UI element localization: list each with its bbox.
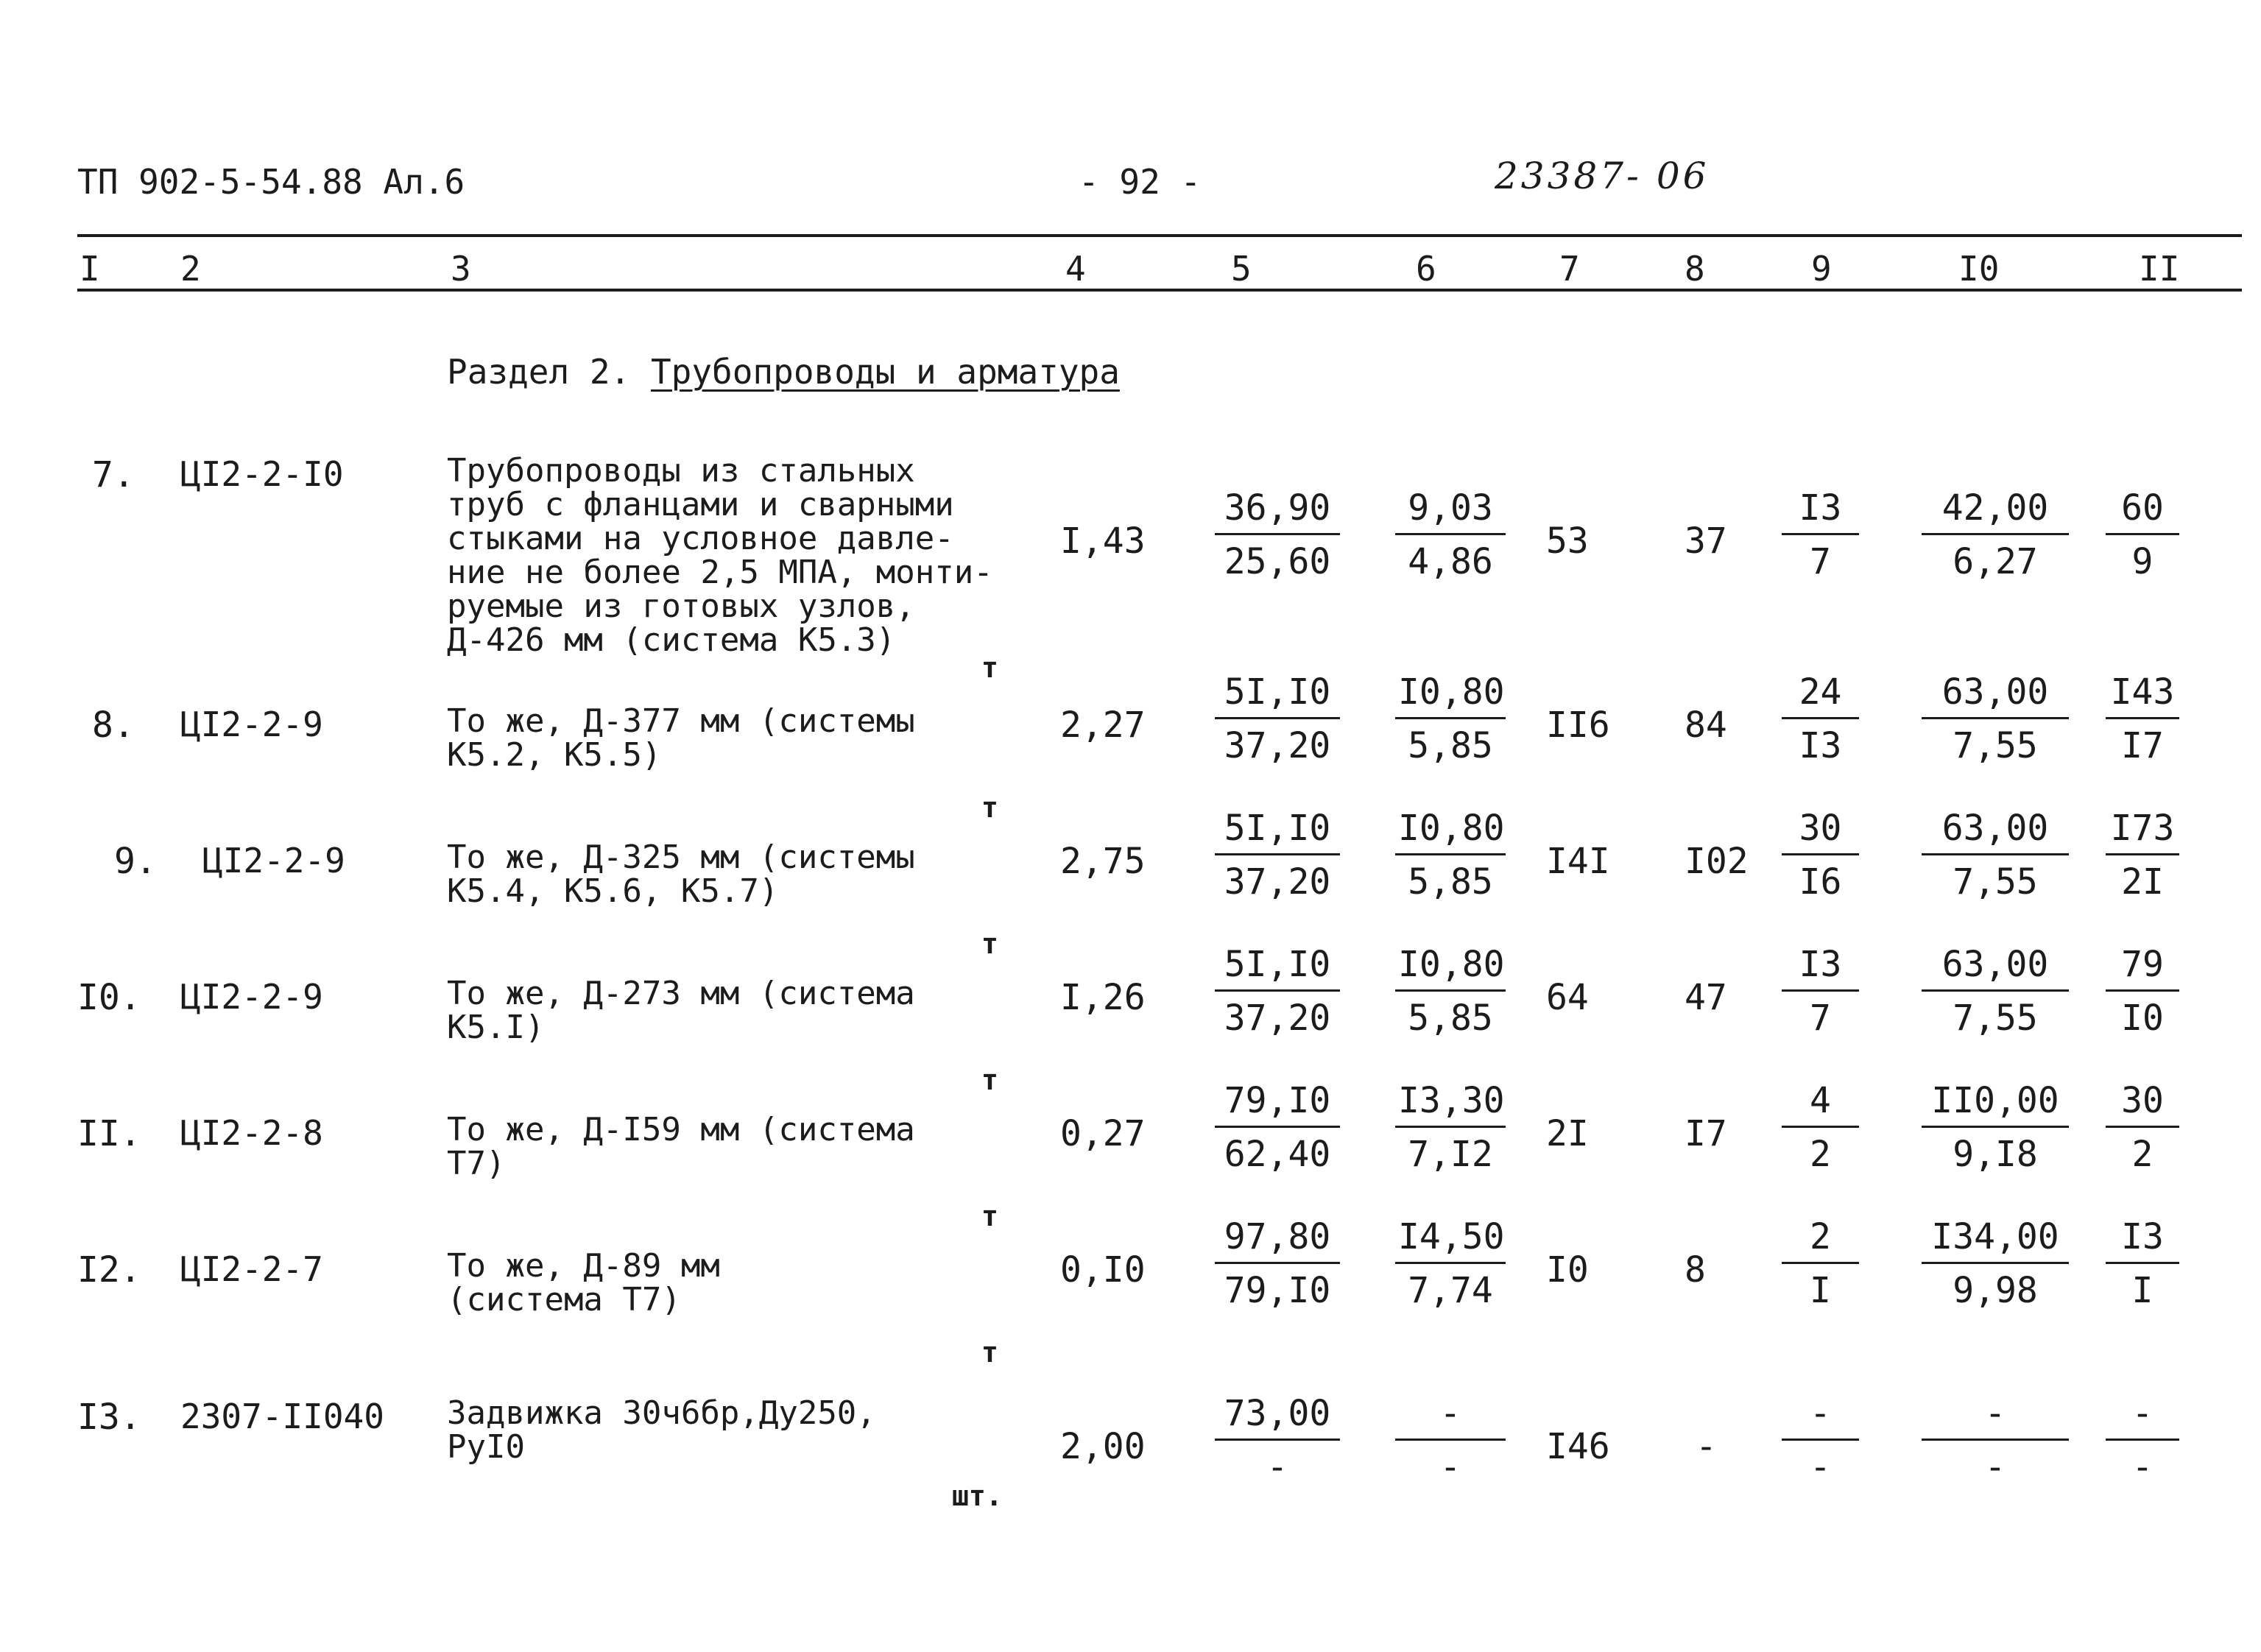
fraction-denominator: - [1439,1447,1461,1488]
column-7-value: II6 [1546,705,1610,746]
fraction-numerator: I0,80 [1395,806,1506,855]
description-line: РуI0 [447,1428,525,1466]
fraction-denominator: 7 [1810,541,1831,582]
fraction-numerator: 97,80 [1215,1215,1340,1264]
rate-code: ЦI2-2-8 [180,1113,323,1153]
description-line: ние не более 2,5 МПА, монти- [447,554,993,591]
column-number-1: I [80,249,100,289]
description-line: руемые из готовых узлов, [447,587,915,625]
fraction-numerator: 9,03 [1395,486,1506,535]
fraction-denominator: 2 [2131,1134,2154,1175]
rate-code: ЦI2-2-I0 [180,454,344,494]
quantity: 2,00 [1060,1426,1146,1467]
description-line: труб с фланцами и сварными [447,486,954,523]
fraction-denominator: 2 [1810,1134,1831,1175]
rate-code: ЦI2-2-9 [180,977,323,1017]
unit-of-measure: т [981,652,998,684]
fraction-denominator: 2I [2121,861,2164,903]
rate-code: ЦI2-2-7 [180,1249,323,1289]
header-bottom-rule [77,289,2242,292]
fraction-numerator: 79,I0 [1215,1079,1340,1128]
header-top-rule [77,234,2242,237]
description-line: То же, Д-377 мм (системы [447,702,915,740]
column-7-value: 53 [1546,520,1589,562]
fraction-denominator: I6 [1799,861,1842,903]
work-description [447,1249,720,1317]
column-number-7: 7 [1559,249,1580,289]
work-description [447,1113,915,1181]
fraction-denominator: I7 [2121,725,2164,766]
fraction-c5 [1215,1215,1340,1313]
column-7-value: 64 [1546,977,1589,1018]
fraction-numerator: I0,80 [1395,942,1506,992]
fraction-c9 [1782,486,1859,584]
description-line: То же, Д-89 мм [447,1247,720,1285]
column-8-value: I7 [1685,1113,1727,1154]
fraction-c10 [1922,942,2069,1040]
fraction-c10 [1922,1079,2069,1176]
fraction-denominator: 6,27 [1953,541,2038,582]
fraction-c6 [1395,486,1506,584]
fraction-c9 [1782,806,1859,904]
column-7-value: 2I [1546,1113,1589,1154]
fraction-denominator: 4,86 [1408,541,1493,582]
column-8-value: 37 [1685,520,1727,562]
fraction-denominator: 7,55 [1953,998,2038,1039]
row-number: II. [77,1113,141,1154]
fraction-c9 [1782,942,1859,1040]
fraction-numerator: I3 [1782,486,1859,535]
fraction-numerator: I4,50 [1395,1215,1506,1264]
fraction-c6 [1395,670,1506,768]
fraction-numerator: I73 [2106,806,2179,855]
fraction-denominator: 37,20 [1224,725,1331,766]
description-line: К5.I) [447,1009,545,1046]
fraction-numerator: - [1782,1391,1859,1441]
section-name: Трубопроводы и арматура [650,352,1120,392]
fraction-denominator: 7,I2 [1408,1134,1493,1175]
fraction-denominator: 9,98 [1953,1270,2038,1311]
fraction-c10 [1922,1391,2069,1489]
quantity: I,26 [1060,977,1146,1018]
fraction-numerator: 60 [2106,486,2179,535]
fraction-numerator: I3,30 [1395,1079,1506,1128]
fraction-numerator: - [1395,1391,1506,1441]
column-7-value: I4I [1546,841,1610,882]
page-number: - 92 - [1079,162,1202,202]
quantity: 0,27 [1060,1113,1146,1154]
fraction-c5 [1215,486,1340,584]
column-number-2: 2 [180,249,201,289]
unit-of-measure: т [981,791,998,824]
column-8-value: I02 [1685,841,1749,882]
column-number-11: II [2139,249,2180,289]
fraction-denominator: 5,85 [1408,861,1493,903]
column-number-10: I0 [1958,249,2000,289]
fraction-c9 [1782,670,1859,768]
document-code: ТП 902-5-54.88 Ал.6 [77,162,465,202]
unit-of-measure: т [981,1336,998,1369]
quantity: I,43 [1060,520,1146,562]
fraction-c9 [1782,1215,1859,1313]
section-title [447,352,1120,392]
fraction-c10 [1922,486,2069,584]
fraction-numerator: 73,00 [1215,1391,1340,1441]
description-line: Задвижка 30ч6бр,Ду250, [447,1394,876,1432]
row-number: I2. [77,1249,141,1291]
fraction-c10 [1922,806,2069,904]
fraction-numerator: 2 [1782,1215,1859,1264]
section-prefix: Раздел 2. [447,352,631,392]
fraction-c5 [1215,806,1340,904]
fraction-numerator: 4 [1782,1079,1859,1128]
fraction-denominator: I [2131,1270,2154,1311]
fraction-denominator: 79,I0 [1224,1270,1331,1311]
unit-of-measure: т [981,1064,998,1096]
fraction-denominator: 7,55 [1953,861,2038,903]
quantity: 2,75 [1060,841,1146,882]
description-line: Т7) [447,1145,506,1182]
fraction-c5 [1215,1391,1340,1489]
fraction-numerator: 5I,I0 [1215,806,1340,855]
column-8-value: - [1696,1426,1717,1467]
fraction-c11 [2106,806,2179,904]
fraction-c5 [1215,942,1340,1040]
fraction-denominator: - [1810,1447,1831,1488]
description-line: стыками на условное давле- [447,520,954,557]
rate-code: ЦI2-2-9 [180,705,323,744]
fraction-denominator: - [1984,1447,2006,1488]
quantity: 2,27 [1060,705,1146,746]
fraction-denominator: I [1810,1270,1831,1311]
fraction-c6 [1395,806,1506,904]
column-number-8: 8 [1685,249,1705,289]
description-line: То же, Д-325 мм (системы [447,839,915,876]
description-line: (система Т7) [447,1281,681,1319]
fraction-numerator: I0,80 [1395,670,1506,719]
description-line: Д-426 мм (система К5.3) [447,621,896,659]
work-description [447,841,915,908]
fraction-numerator: - [2106,1391,2179,1441]
fraction-numerator: 30 [1782,806,1859,855]
fraction-numerator: 36,90 [1215,486,1340,535]
description-line: То же, Д-I59 мм (система [447,1111,915,1148]
fraction-denominator: 7,74 [1408,1270,1493,1311]
fraction-denominator: 37,20 [1224,998,1331,1039]
work-description [447,1394,876,1466]
fraction-numerator: 5I,I0 [1215,942,1340,992]
fraction-c11 [2106,1079,2179,1176]
fraction-c6 [1395,1079,1506,1176]
fraction-denominator: 5,85 [1408,998,1493,1039]
fraction-numerator: 30 [2106,1079,2179,1128]
fraction-denominator: 7 [1810,998,1831,1039]
fraction-c11 [2106,670,2179,768]
fraction-c11 [2106,486,2179,584]
fraction-numerator: 24 [1782,670,1859,719]
row-number: I0. [77,977,141,1018]
fraction-denominator: I3 [1799,725,1842,766]
fraction-denominator: 25,60 [1224,541,1331,582]
fraction-denominator: 9,I8 [1953,1134,2038,1175]
unit-of-measure: т [981,1200,998,1232]
fraction-c5 [1215,1079,1340,1176]
fraction-denominator: 7,55 [1953,725,2038,766]
fraction-c11 [2106,942,2179,1040]
row-number: 7. [92,454,135,495]
column-number-5: 5 [1231,249,1252,289]
fraction-c10 [1922,1215,2069,1313]
fraction-denominator: 9 [2131,541,2154,582]
column-number-6: 6 [1416,249,1436,289]
fraction-numerator: I34,00 [1922,1215,2069,1264]
unit-of-measure: т [981,928,998,960]
column-7-value: I46 [1546,1426,1610,1467]
fraction-numerator: 63,00 [1922,670,2069,719]
column-7-value: I0 [1546,1249,1589,1291]
description-line: К5.4, К5.6, К5.7) [447,872,779,910]
fraction-c6 [1395,1391,1506,1489]
fraction-c9 [1782,1391,1859,1489]
fraction-c9 [1782,1079,1859,1176]
fraction-denominator: - [1266,1447,1288,1488]
rate-code: ЦI2-2-9 [202,841,345,880]
work-description [447,454,993,657]
fraction-c6 [1395,942,1506,1040]
column-8-value: 84 [1685,705,1727,746]
fraction-numerator: 63,00 [1922,942,2069,992]
column-8-value: 8 [1685,1249,1706,1291]
fraction-c5 [1215,670,1340,768]
fraction-numerator: 79 [2106,942,2179,992]
description-line: К5.2, К5.5) [447,736,662,774]
archive-number: 23387- 06 [1495,155,1710,197]
fraction-denominator: 5,85 [1408,725,1493,766]
fraction-numerator: - [1922,1391,2069,1441]
column-number-9: 9 [1811,249,1832,289]
fraction-c6 [1395,1215,1506,1313]
fraction-denominator: I0 [2121,998,2164,1039]
fraction-numerator: I3 [2106,1215,2179,1264]
fraction-c10 [1922,670,2069,768]
row-number: I3. [77,1397,141,1438]
fraction-denominator: 37,20 [1224,861,1331,903]
work-description [447,977,915,1045]
unit-of-measure: шт. [952,1480,1003,1512]
fraction-numerator: 63,00 [1922,806,2069,855]
row-number: 8. [92,705,135,746]
description-line: Трубопроводы из стальных [447,452,915,490]
rate-code: 2307-II040 [180,1397,384,1436]
fraction-numerator: II0,00 [1922,1079,2069,1128]
fraction-denominator: - [2131,1447,2154,1488]
fraction-c11 [2106,1215,2179,1313]
column-number-4: 4 [1065,249,1086,289]
fraction-denominator: 62,40 [1224,1134,1331,1175]
fraction-numerator: 42,00 [1922,486,2069,535]
row-number: 9. [114,841,157,882]
fraction-numerator: 5I,I0 [1215,670,1340,719]
column-8-value: 47 [1685,977,1727,1018]
description-line: То же, Д-273 мм (система [447,975,915,1012]
fraction-numerator: I43 [2106,670,2179,719]
fraction-c11 [2106,1391,2179,1489]
column-number-3: 3 [451,249,471,289]
fraction-numerator: I3 [1782,942,1859,992]
quantity: 0,I0 [1060,1249,1146,1291]
work-description [447,702,915,774]
